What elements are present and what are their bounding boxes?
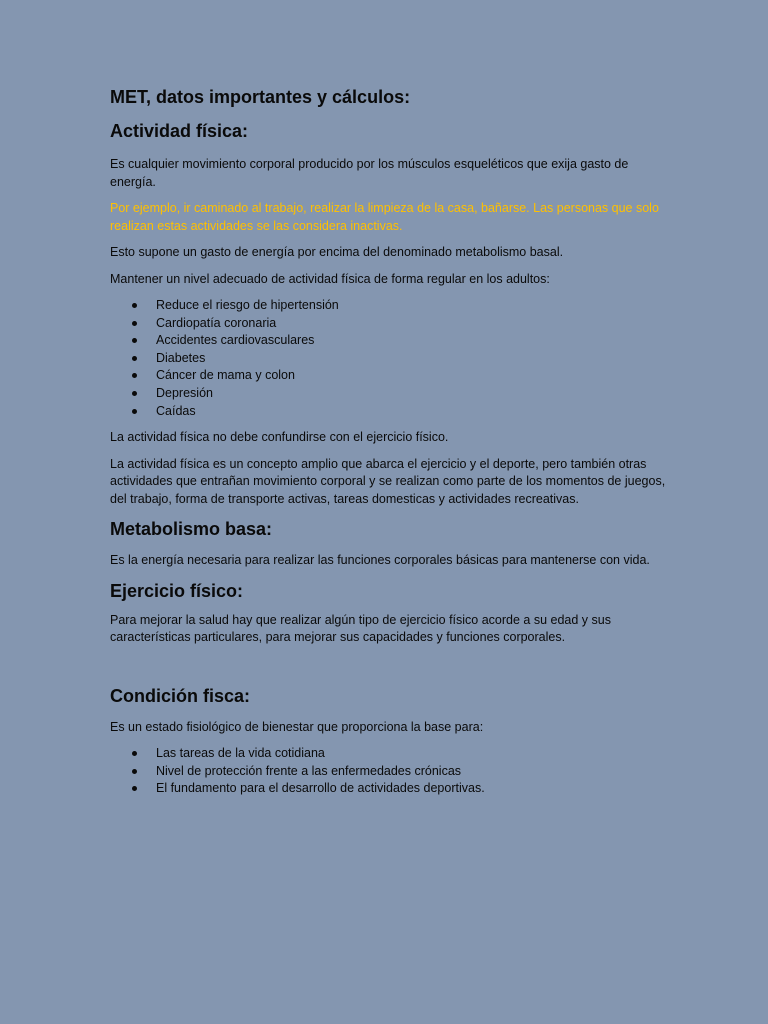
list-item bbox=[110, 780, 670, 798]
bullet-icon bbox=[132, 356, 137, 361]
paragraph-benefits-intro: Mantener un nivel adecuado de actividad física de forma regular en los adultos: bbox=[110, 271, 550, 286]
bullet-icon bbox=[132, 391, 137, 396]
bullet-icon bbox=[132, 321, 137, 326]
heading-metabolismo-basa: Metabolismo basa: bbox=[110, 519, 273, 540]
list-item bbox=[110, 403, 670, 421]
list-item bbox=[110, 315, 670, 333]
paragraph-ejercicio: Para mejorar la salud hay que realizar algún tipo de ejercicio físico acorde a su edad y sus características particulares, para mejorar sus capacidades y funciones corporales. bbox=[110, 612, 611, 645]
paragraph-condicion: Es un estado fisiológico de bienestar que proporciona la base para: bbox=[110, 719, 484, 734]
document-title: MET, datos importantes y cálculos: bbox=[110, 87, 411, 107]
list-item-text: Diabetes bbox=[156, 350, 206, 365]
bullet-icon bbox=[132, 409, 137, 414]
list-item bbox=[110, 367, 670, 385]
bullet-icon bbox=[132, 373, 137, 378]
list-item-text: Caídas bbox=[156, 403, 196, 418]
list-item bbox=[110, 745, 670, 763]
paragraph-example-highlighted: Por ejemplo, ir caminado al trabajo, realizar la limpieza de la casa, bañarse. Las personas que solo realizan estas actividades se las considera inactivas. bbox=[110, 201, 659, 233]
bullet-icon bbox=[132, 786, 137, 791]
heading-condicion-fisca: Condición fisca: bbox=[110, 685, 251, 706]
list-item-text: Accidentes cardiovasculares bbox=[156, 333, 315, 348]
paragraph-energy-expenditure: Esto supone un gasto de energía por encima del denominado metabolismo basal. bbox=[110, 245, 564, 259]
list-item bbox=[110, 350, 670, 368]
heading-actividad-fisica: Actividad física: bbox=[110, 121, 249, 141]
bullet-icon bbox=[132, 303, 137, 308]
list-item-text: Cáncer de mama y colon bbox=[156, 368, 295, 383]
paragraph-not-confuse: La actividad física no debe confundirse con el ejercicio físico. bbox=[110, 430, 449, 445]
list-item-text: Depresión bbox=[156, 385, 213, 400]
condition-list bbox=[110, 745, 670, 798]
paragraph-definition: Es cualquier movimiento corporal producido por los músculos esqueléticos que exija gasto de energía. bbox=[110, 157, 629, 189]
list-item bbox=[110, 332, 670, 350]
list-item-text: Reduce el riesgo de hipertensión bbox=[156, 298, 339, 312]
list-item bbox=[110, 763, 670, 781]
bullet-icon bbox=[132, 769, 137, 774]
list-item-text: El fundamento para el desarrollo de actividades deportivas. bbox=[156, 781, 485, 796]
bullet-icon bbox=[132, 751, 137, 756]
heading-ejercicio-fisico: Ejercicio físico: bbox=[110, 580, 244, 601]
paragraph-metabolismo: Es la energía necesaria para realizar las funciones corporales básicas para mantenerse con vida. bbox=[110, 553, 650, 568]
list-item-text: Las tareas de la vida cotidiana bbox=[156, 746, 325, 761]
list-item bbox=[110, 297, 670, 315]
benefits-list bbox=[110, 297, 670, 420]
list-item-text: Nivel de protección frente a las enfermedades crónicas bbox=[156, 763, 462, 778]
list-item bbox=[110, 385, 670, 403]
paragraph-broad-concept: La actividad física es un concepto amplio que abarca el ejercicio y el deporte, pero también otras actividades que entrañan movimiento corporal y se realizan como parte de los momentos de juegos, del trabajo, forma de transporte activas, tareas domesticas y actividades recreativas. bbox=[110, 456, 666, 506]
document-body bbox=[110, 86, 670, 798]
list-item-text: Cardiopatía coronaria bbox=[156, 315, 277, 330]
bullet-icon bbox=[132, 338, 137, 343]
